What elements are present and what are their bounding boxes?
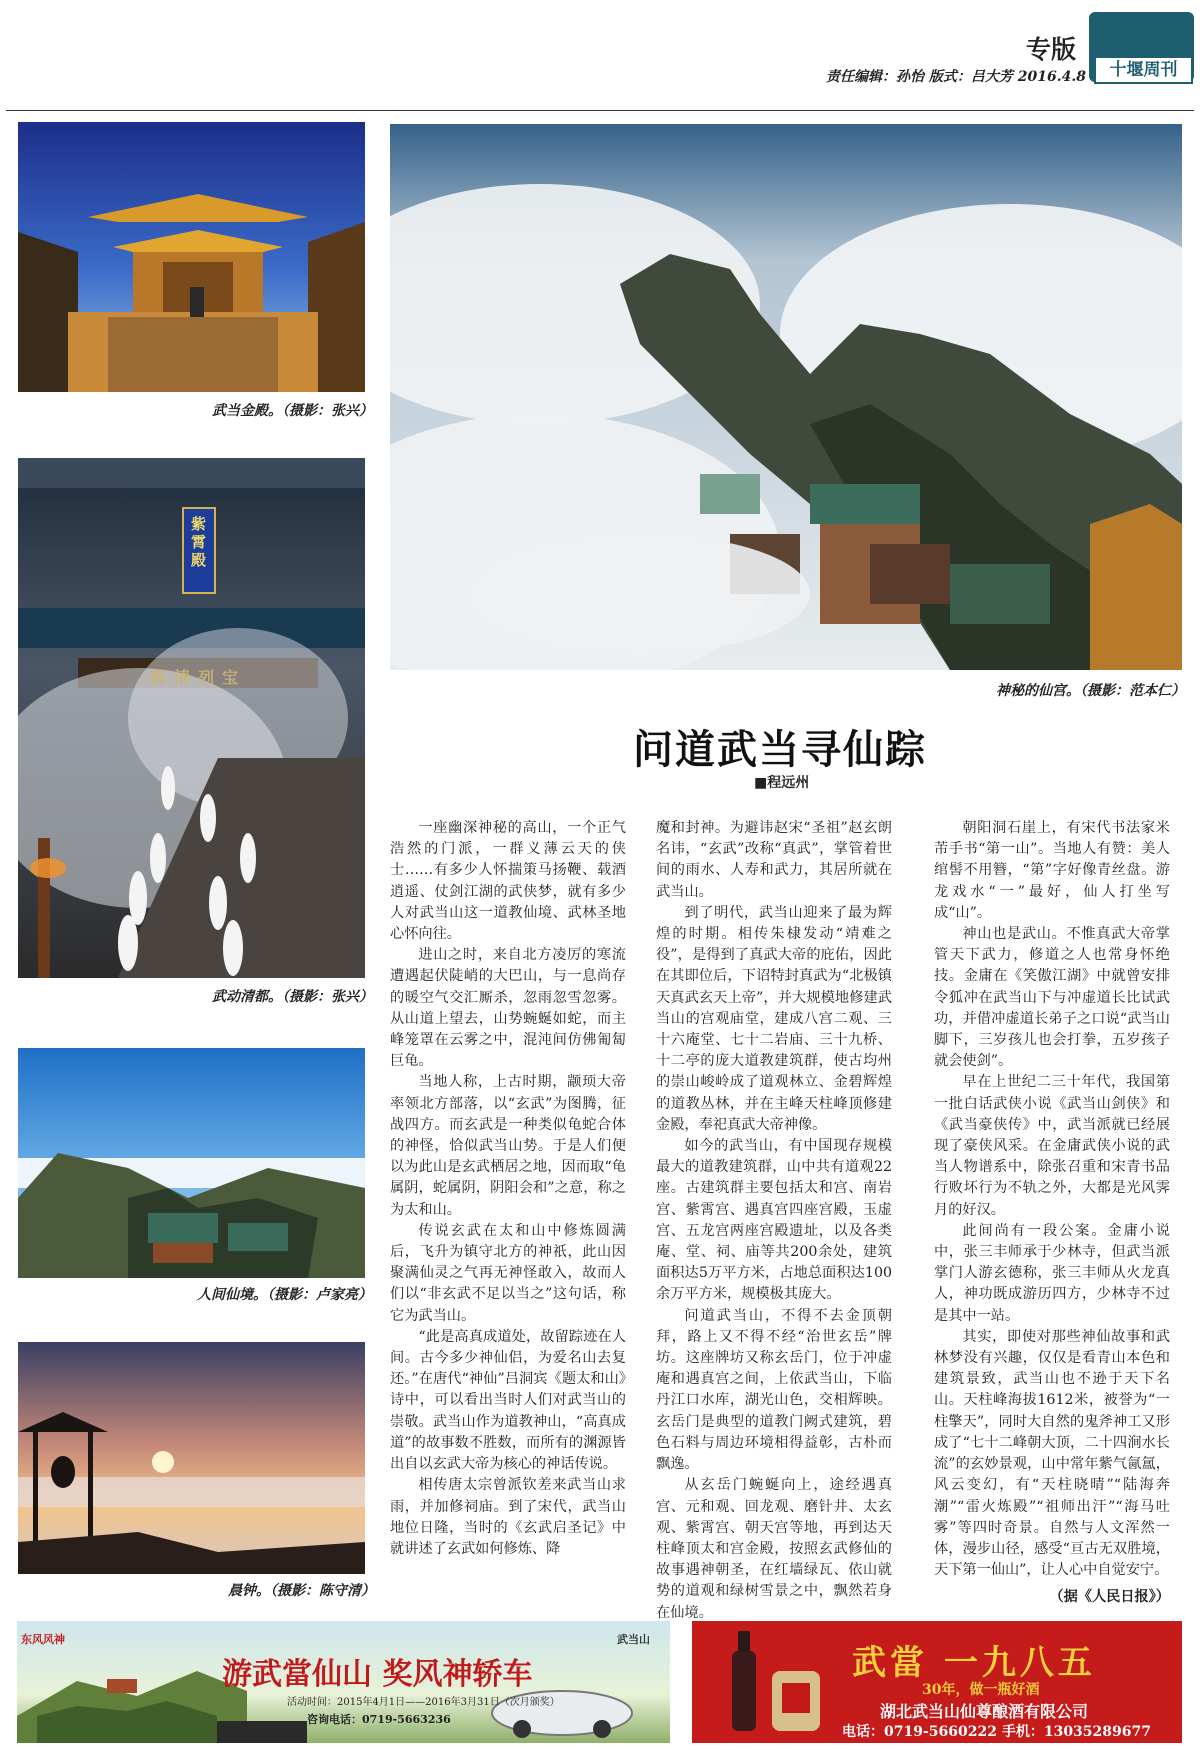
plaque-text: 紫霄殿 <box>191 515 207 569</box>
article-byline: ■程远州 <box>754 775 810 791</box>
ad-dongfeng-date: 活动时间：2015年4月1日——2016年3月31日（次月颁奖） <box>287 1697 560 1708</box>
ad-liquor-slogan: 30年，做一瓶好酒 <box>922 1682 1040 1698</box>
paragraph: 到了明代，武当山迎来了最为辉煌的时期。相传朱棣发动“靖难之役”，是得到了真武大帝的庇佑，因此在其即位后，下诏特封真武为“北极镇天真武玄天上帝”，并大规模地修建武当山的宫观庙堂，建成八宫二观、三十六庵堂、七十二岩庙、三十九桥、十二亭的庞大道教建筑群，使古均州的崇山峻岭成了道观林立、金碧辉煌的道教丛林，并在主峰天柱峰顶修建金殿，奉祀真武大帝神像。 <box>656 904 892 1133</box>
paragraph: 此间尚有一段公案。金庸小说中，张三丰师承于少林寺，但武当派掌门人游玄德称，张三丰师从火龙真人，神功既成游历四方，少林寺不过是其中一站。 <box>934 1222 1170 1324</box>
paragraph: 进山之时，来自北方凌厉的寒流遭遇起伏陡峭的大巴山，与一息尚存的暖空气交汇厮杀，忽雨忽雪忽雾。从山道上望去，山势蜿蜒如蛇，而主峰笼罩在云雾之中，混沌间仿佛匍匐巨龟。 <box>390 947 626 1070</box>
article-source: （据《人民日报》） <box>1049 1589 1170 1606</box>
caption-golden-hall: 武当金殿。（摄影：张兴） <box>212 403 373 419</box>
ad-wudang-liquor[interactable] <box>692 1621 1182 1743</box>
paragraph: 早在上世纪二三十年代，我国第一批白话武侠小说《武当山剑侠》和《武当豪侠传》中，武当派就已经展现了豪侠风采。在金庸武侠小说的武当人物谱系中，除张召重和宋青书品行败坏行为不轨之外，大都是光风霁月的好汉。 <box>934 1074 1170 1218</box>
paragraph: 朝阳洞石崖上，有宋代书法家米芾手书“第一山”。当地人有赞：美人绾髻不用簪，“第”字好像青丝盘。游龙戏水“一”最好，仙人打坐写成“山”。 <box>934 820 1170 921</box>
paragraph: 神山也是武山。不惟真武大帝掌管天下武力，修道之人也常身怀绝技。金庸在《笑傲江湖》中就曾安排令狐冲在武当山下与冲虚道长比试武功，并借冲虚道长弟子之口说“武当山脚下，三岁孩儿也会打拳，五岁孩子就会使剑”。 <box>934 926 1170 1070</box>
ad-liquor-brand: 武當 一九八五 <box>852 1643 1096 1683</box>
paragraph: 一座幽深神秘的高山，一个正气浩然的门派，一群义薄云天的侠士……有多少人怀揣策马扬鞭、载酒逍遥、仗剑江湖的武侠梦，就有多少人对武当山这一道教仙境、武林圣地心怀向往。 <box>390 820 626 943</box>
paragraph: 问道武当山，不得不去金顶朝拜，路上又不得不经“治世玄岳”牌坊。这座牌坊又称玄岳门，位于冲虚庵和遇真宫之间，上依武当山，下临丹江口水库，湖光山色，交相辉映。玄岳门是典型的道教门阙式建筑，碧色石料与周边环境相得益彰，古朴而飘逸。 <box>656 1307 892 1473</box>
ad-dongfeng-title: 游武當仙山 奖风神轿车 <box>222 1657 533 1692</box>
paper-logo: 十堰周刊 <box>1094 56 1193 84</box>
paragraph: 其实，即使对那些神仙故事和武林梦没有兴趣，仅仅是看青山本色和建筑景致，武当山也不逊于天下名山。天柱峰海拔1612米，被誉为“一柱擎天”，同时大自然的鬼斧神工又形成了“七十二峰朝大顶，二十四涧水长流”的玄妙景观，山中常年紫气氤氲，风云变幻，有“天柱晓晴”“陆海奔潮”“雷火炼殿”“祖师出汗”“海马吐雾”等四时奇景。自然与人文浑然一体，漫步山径，感受“亘古无双胜境，天下第一仙山”，让人心中自觉安宁。 <box>934 1328 1170 1579</box>
article-column-2 <box>656 818 892 1624</box>
caption-fairyland: 人间仙境。（摄影：卢家亮） <box>197 1287 372 1303</box>
caption-bell: 晨钟。（摄影：陈守清） <box>228 1583 375 1599</box>
ad-dongfeng-corner: 武当山 <box>617 1633 650 1646</box>
ad-liquor-bottles <box>692 1621 842 1743</box>
ad-dongfeng-phone: 咨询电话：0719-5663236 <box>307 1713 451 1726</box>
section-label: 专版 <box>1026 35 1077 64</box>
paragraph: 相传唐太宗曾派钦差来武当山求雨，并加修祠庙。到了宋代，武当山地位日隆，当时的《玄武启圣记》中就讲述了玄武如何修炼、降 <box>390 1477 626 1557</box>
photo-bell <box>18 1342 365 1574</box>
ad-liquor-contact: 电话：0719-5660222 手机：13035289677 <box>842 1724 1151 1740</box>
article-column-1 <box>390 818 626 1560</box>
photo-fairyland <box>18 1048 365 1278</box>
caption-main-palace: 神秘的仙宫。（摄影：范本仁） <box>996 683 1185 699</box>
photo-main-palace <box>390 124 1182 670</box>
board-text: 都清列宝 <box>150 668 247 687</box>
article-column-3 <box>934 818 1170 1609</box>
paragraph: 当地人称，上古时期，颛顼大帝率领北方部落，以“玄武”为图腾，征战四方。而玄武是一种类似龟蛇合体的神怪，恰似武当山势。于是人们便以为此山是玄武栖居之地，因而取“龟属阴，蛇属阴，阴阳会和”之意，称之为太和山。 <box>390 1074 626 1218</box>
paragraph: 传说玄武在太和山中修炼圆满后，飞升为镇守北方的神祇，此山因聚满仙灵之气再无神怪敢入，故而人们以“非玄武不足以当之”这句话，称它为武当山。 <box>390 1222 626 1324</box>
ad-dongfeng-brand: 东风风神 <box>21 1633 65 1646</box>
paragraph: 魔和封神。为避讳赵宋“圣祖”赵玄朗名讳，“玄武”改称“真武”，掌管着世间的雨水、人寿和武力，其居所就在武当山。 <box>656 820 892 900</box>
ad-dongfeng[interactable] <box>17 1621 670 1743</box>
paragraph: “此是高真成道处，故留踪迹在人间。古今多少神仙侣，为爱名山去复还。”在唐代“神仙”吕洞宾《题太和山》诗中，可以看出当时人们对武当山的崇敬。武当山作为道教神山，“高真成道”的故事数不胜数，而所有的渊源皆出自以玄武大帝为核心的神话传说。 <box>390 1328 626 1473</box>
ad-liquor-company: 湖北武当山仙尊酿酒有限公司 <box>880 1702 1089 1721</box>
paragraph: 从玄岳门蜿蜒向上，途经遇真宫、元和观、回龙观、磨针井、太玄观、紫霄宫、朝天宫等地，再到达天柱峰顶太和宫金殿，按照玄武修仙的故事遇神朝圣，在红墙绿瓦、依山就势的道观和绿树雪景之中，飘然若身在仙境。 <box>656 1477 892 1621</box>
editors-line: 责任编辑：孙怡 版式：吕大芳 2016.4.8 <box>826 69 1086 85</box>
photo-golden-hall <box>18 122 365 392</box>
paragraph: 如今的武当山，有中国现存规模最大的道教建筑群，山中共有道观22座。古建筑群主要包括太和宫、南岩宫、紫霄宫、遇真宫四座宫殿，玉虚宫、五龙宫两座宫殿遗址，以及各类庵、堂、祠、庙等共200余处，建筑面积达5万平方米，占地总面积达100余万平方米，规模极其庞大。 <box>656 1138 892 1303</box>
caption-taichi: 武动清都。（摄影：张兴） <box>212 989 373 1005</box>
article-title: 问道武当寻仙踪 <box>633 726 927 773</box>
header-rule <box>6 110 1194 111</box>
